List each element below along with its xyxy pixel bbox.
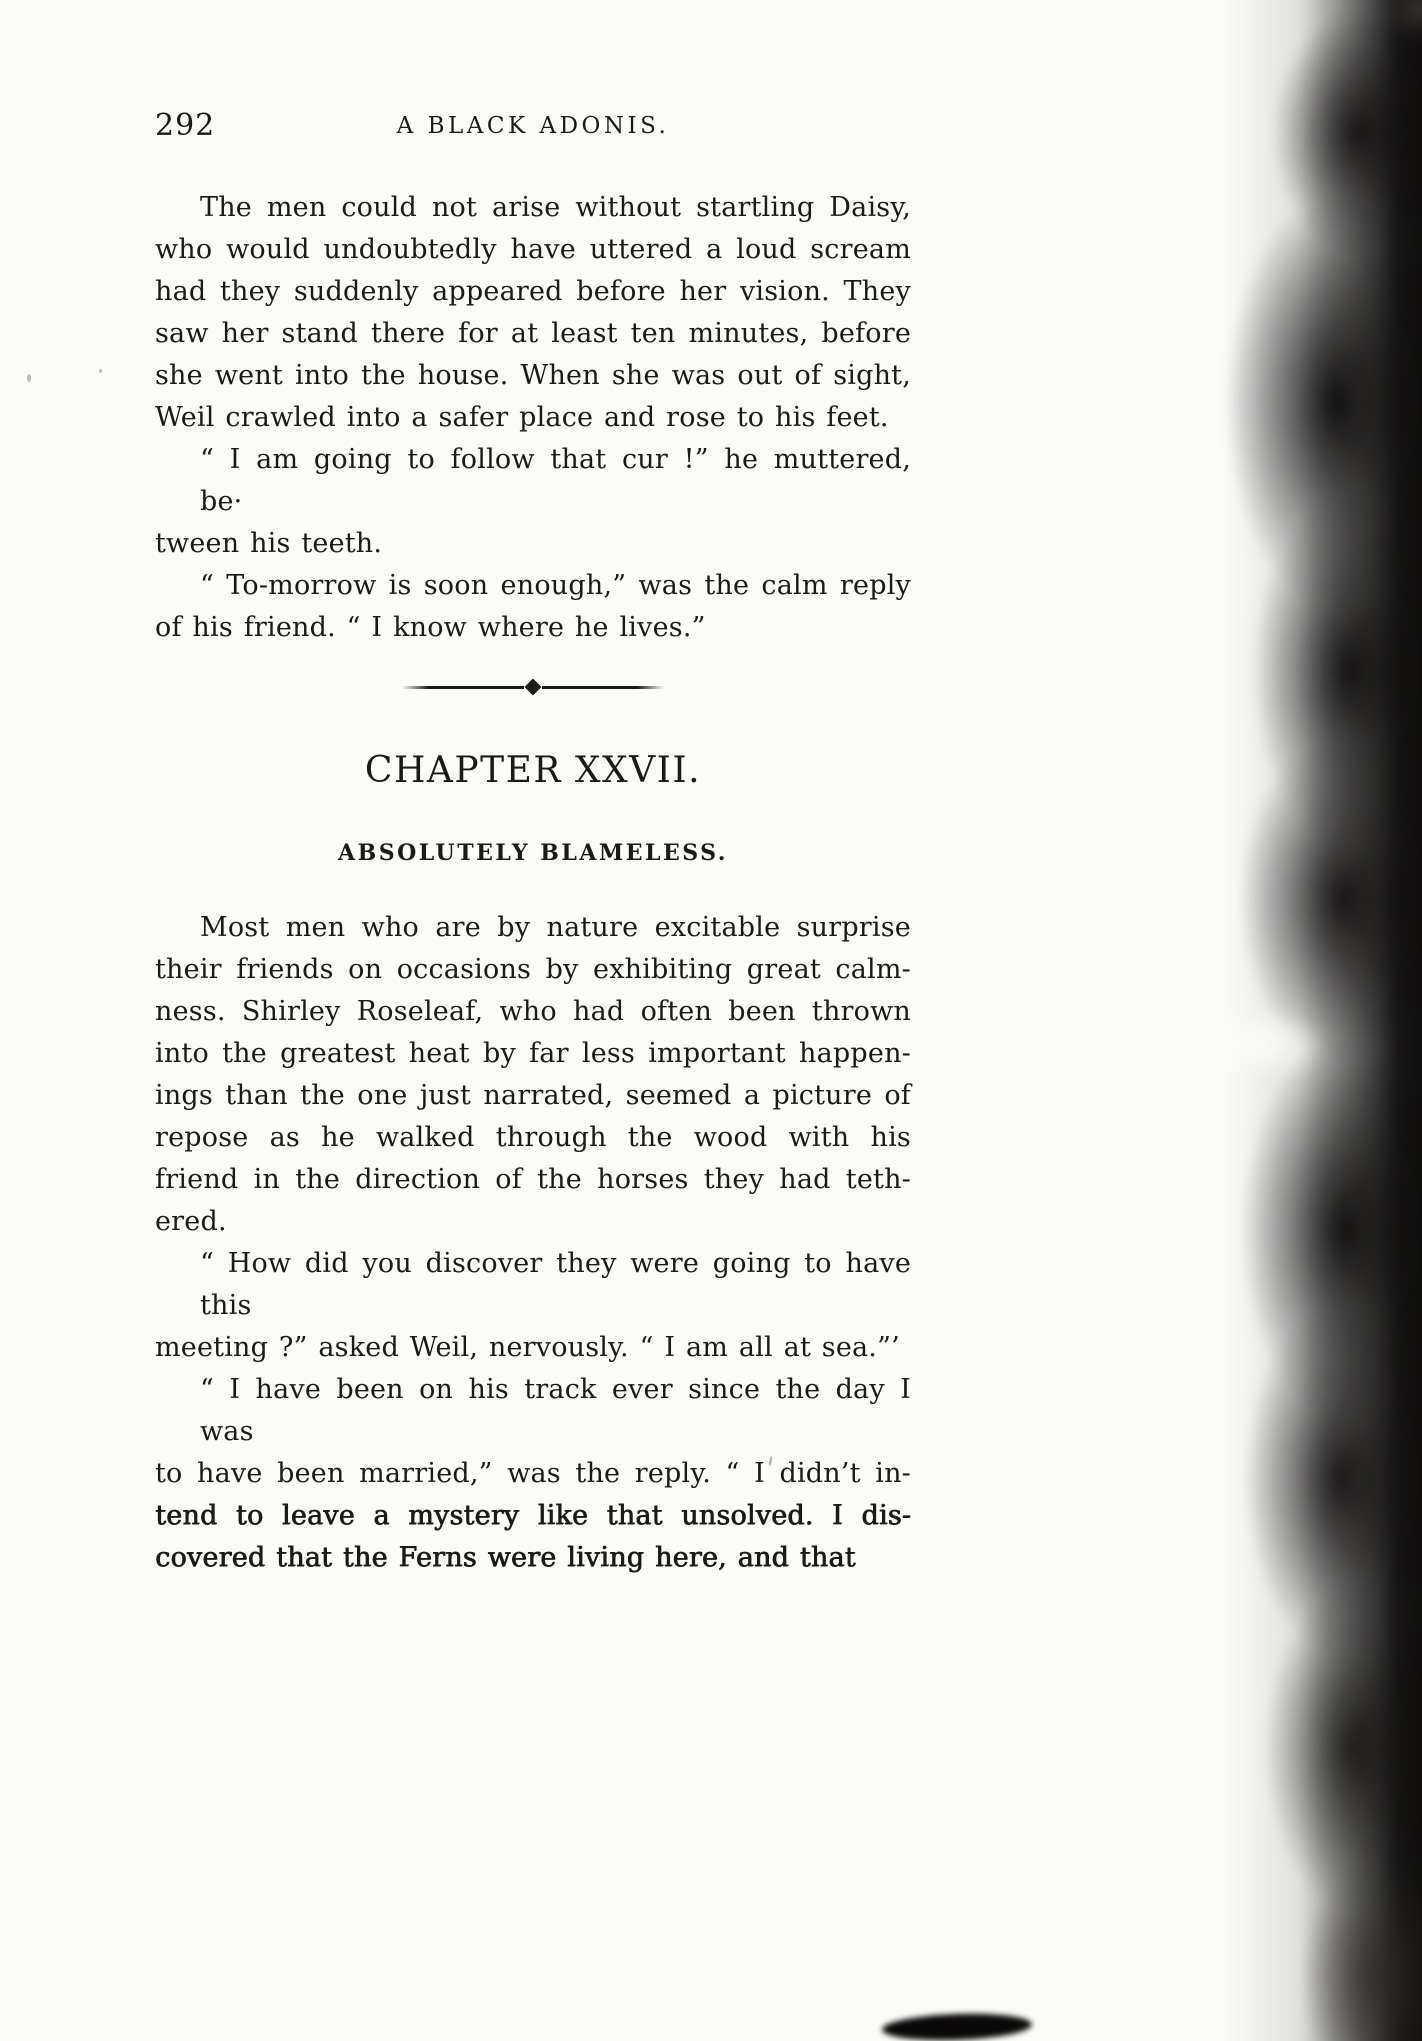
text-line: their friends on occasions by exhibiting great calm- [155, 954, 911, 985]
chapter-heading: CHAPTER XXVII. [364, 750, 702, 791]
text-line: “ How did you discover they were going to have this [200, 1248, 911, 1321]
text-column [155, 105, 911, 1579]
text-line: The men could not arise without startling Daisy, [200, 192, 911, 223]
scan-edge-artifact [1225, 0, 1422, 2041]
paragraph [155, 565, 911, 649]
text-line: repose as he walked through the wood with his [155, 1122, 911, 1153]
page-header [155, 105, 911, 147]
text-line: she went into the house. When she was out of sight, [155, 360, 911, 391]
body-text-top [155, 187, 911, 649]
text-line: “ I am going to follow that cur !” he muttered, be· [200, 444, 911, 517]
text-line: tend to leave a mystery like that unsolved. I dis- [155, 1500, 911, 1531]
text-line: “ I have been on his track ever since the day I was [200, 1374, 911, 1447]
divider-line-right [542, 686, 664, 689]
page-number: 292 [155, 108, 216, 143]
text-line: who would undoubtedly have uttered a loud scream [155, 234, 911, 265]
scan-smudge-artifact [882, 2011, 1033, 2041]
chapter-subheading: ABSOLUTELY BLAMELESS. [338, 840, 728, 866]
paragraph [155, 1243, 911, 1369]
text-line: meeting ?” asked Weil, nervously. “ I am all at sea.”’ [155, 1332, 900, 1363]
text-line: friend in the direction of the horses they had teth- [155, 1164, 911, 1195]
text-line: ness. Shirley Roseleaf, who had often been thrown [155, 996, 911, 1027]
text-line: ered. [155, 1206, 227, 1237]
text-line: saw her stand there for at least ten minutes, before [155, 318, 911, 349]
scan-speck-artifact [27, 374, 31, 382]
paragraph [155, 439, 911, 565]
text-line: Weil crawled into a safer place and rose to his feet. [155, 402, 889, 433]
divider-line-left [402, 686, 524, 689]
paragraph [155, 187, 911, 439]
text-line: covered that the Ferns were living here, and that [155, 1542, 856, 1573]
text-line: had they suddenly appeared before her vision. They [155, 276, 911, 307]
text-line: of his friend. “ I know where he lives.” [155, 612, 706, 643]
text-line: tween his teeth. [155, 528, 383, 559]
text-line: into the greatest heat by far less important happen- [155, 1038, 911, 1069]
text-line: Most men who are by nature excitable surprise [200, 912, 911, 943]
paragraph [155, 1369, 911, 1579]
running-header-title: A BLACK ADONIS. [396, 113, 670, 139]
divider-diamond-icon [525, 679, 542, 696]
text-line: “ To-morrow is soon enough,” was the calm reply [200, 570, 911, 601]
scan-speck-artifact [99, 369, 102, 373]
body-text-bottom [155, 907, 911, 1579]
section-divider [402, 679, 664, 695]
paragraph [155, 907, 911, 1243]
text-line: to have been married,” was the reply. “ I didn’t in- [155, 1458, 911, 1489]
text-line: ings than the one just narrated, seemed a picture of [155, 1080, 911, 1111]
